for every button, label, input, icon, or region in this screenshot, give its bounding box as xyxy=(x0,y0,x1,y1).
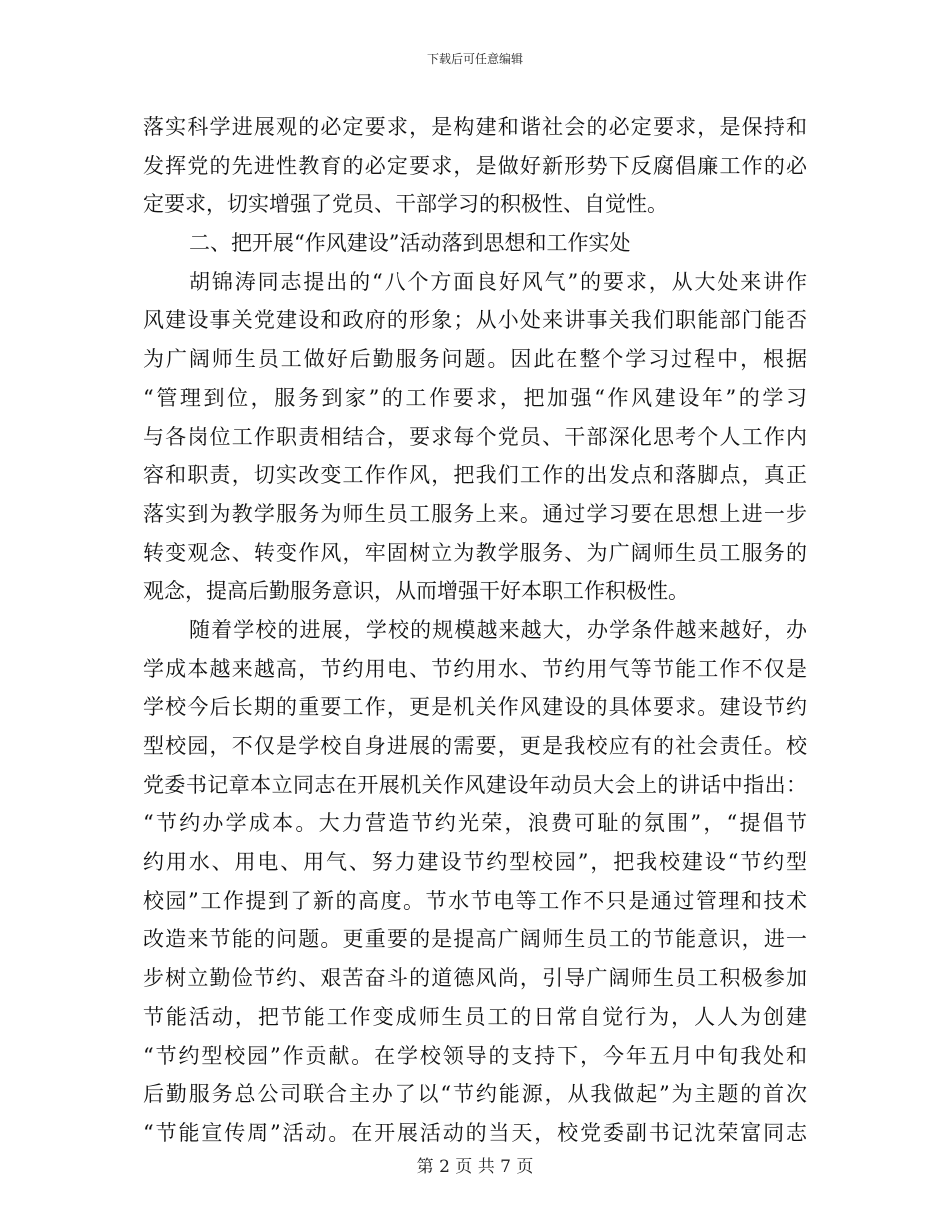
document-body xyxy=(143,108,807,1153)
text-line: 节能活动，把节能工作变成师生员工的日常自觉行为，人人为创建 xyxy=(143,1004,807,1029)
page-header: 下载后可任意编辑 xyxy=(426,52,523,66)
section-heading: 二、把开展“作风建设”活动落到思想和工作实处 xyxy=(189,231,631,256)
text-line: 观念，提高后勤服务意识，从而增强干好本职工作积极性。 xyxy=(143,579,689,604)
text-line: 与各岗位工作职责相结合，要求每个党员、干部深化思考个人工作内 xyxy=(143,424,807,449)
text-line: 落实到为教学服务为师生员工服务上来。通过学习要在思想上进一步 xyxy=(143,501,807,526)
text-line: 改造来节能的问题。更重要的是提高广阔师生员工的节能意识，进一 xyxy=(143,927,807,952)
text-line: 容和职责，切实改变工作作风，把我们工作的出发点和落脚点，真正 xyxy=(143,463,807,488)
text-line: 学成本越来越高，节约用电、节约用水、节约用气等节能工作不仅是 xyxy=(143,656,807,681)
text-line: 随着学校的进展，学校的规模越来越大，办学条件越来越好，办 xyxy=(189,617,807,642)
text-line: “节约办学成本。大力营造节约光荣，浪费可耻的氛围”，“提倡节 xyxy=(143,811,807,836)
text-line: 学校今后长期的重要工作，更是机关作风建设的具体要求。建设节约 xyxy=(143,695,807,720)
text-line: 胡锦涛同志提出的“八个方面良好风气”的要求，从大处来讲作 xyxy=(189,269,807,294)
text-line: 后勤服务总公司联合主办了以“节约能源，从我做起”为主题的首次 xyxy=(143,1082,807,1107)
text-line: 校园”工作提到了新的高度。节水节电等工作不只是通过管理和技术 xyxy=(143,888,807,913)
text-line: “管理到位，服务到家”的工作要求，把加强“作风建设年”的学习 xyxy=(143,385,807,410)
text-line: 发挥党的先进性教育的必定要求，是做好新形势下反腐倡廉工作的必 xyxy=(143,153,807,178)
text-line: 落实科学进展观的必定要求，是构建和谐社会的必定要求，是保持和 xyxy=(143,115,807,139)
text-line: 步树立勤俭节约、艰苦奋斗的道德风尚，引导广阔师生员工积极参加 xyxy=(143,966,807,991)
text-line: 约用水、用电、用气、努力建设节约型校园”，把我校建设“节约型 xyxy=(143,850,807,875)
text-line: 转变观念、转变作风，牢固树立为教学服务、为广阔师生员工服务的 xyxy=(143,540,807,565)
text-line: 风建设事关党建设和政府的形象；从小处来讲事关我们职能部门能否 xyxy=(143,308,807,333)
text-line: 党委书记章本立同志在开展机关作风建设年动员大会上的讲话中指出： xyxy=(143,772,807,797)
text-line: 型校园，不仅是学校自身进展的需要，更是我校应有的社会责任。校 xyxy=(143,734,807,758)
text-line: 定要求，切实增强了党员、干部学习的积极性、自觉性。 xyxy=(143,192,668,217)
text-line: 为广阔师生员工做好后勤服务问题。因此在整个学习过程中，根据 xyxy=(143,347,807,372)
text-line: “节能宣传周”活动。在开展活动的当天，校党委副书记沈荣富同志 xyxy=(143,1120,807,1145)
page-footer: 第 2 页 共 7 页 xyxy=(416,1157,534,1177)
text-line: “节约型校园”作贡献。在学校领导的支持下，今年五月中旬我处和 xyxy=(143,1043,807,1068)
